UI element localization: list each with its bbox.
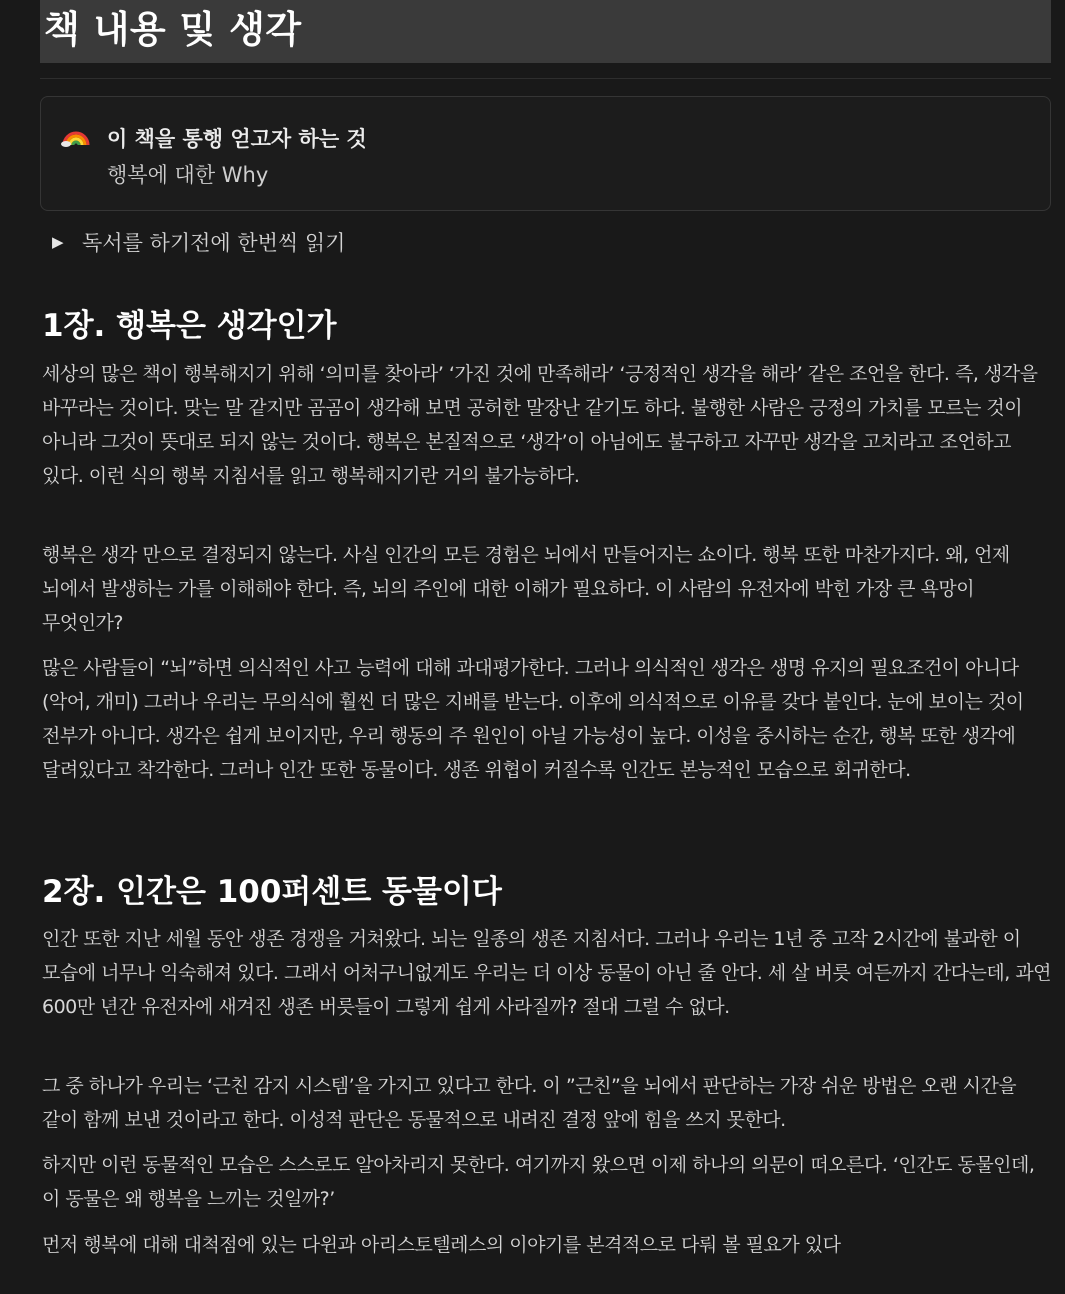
paragraph: 세상의 많은 책이 행복해지기 위해 ‘의미를 찾아라’ ‘가진 것에 만족해라’ ‘긍정적인 생각을 해라’ 같은 조언을 한다. 즉, 생각을 바꾸라는 것이다. 맞는 말 같지만 곰곰이 생각해 보면 공허한 말장난 같기도 하다. 불행한 사람은 긍정의 가치를 모르는 것이 아니라 그것이 뜻대로 되지 않는 것이다. 행복은 본질적으로 ‘생각’이 아님에도 불구하고 자꾸만 생각을 고치라고 조언하고 있다. 이런 식의 행복 지침서를 읽고 행복해지기란 거의 불가능하다. (42, 363, 1038, 487)
rainbow-icon (61, 123, 91, 147)
section-heading: 1장. 행복은 생각인가 (42, 308, 337, 344)
toggle-block[interactable] (52, 226, 345, 258)
triangle-right-icon[interactable]: ▶ (52, 233, 64, 251)
paragraph: 그 중 하나가 우리는 ‘근친 감지 시스템’을 가지고 있다고 한다. 이 ”근친”을 뇌에서 판단하는 가장 쉬운 방법은 오랜 시간을 같이 함께 보낸 것이라고 한다. 이성적 판단은 동물적으로 내려진 결정 앞에 힘을 쓰지 못한다. (42, 1075, 1017, 1131)
paragraph: 하지만 이런 동물적인 모습은 스스로도 알아차리지 못한다. 여기까지 왔으면 이제 하나의 의문이 떠오른다. ‘인간도 동물인데, 이 동물은 왜 행복을 느끼는 것일까?’ (42, 1154, 1035, 1210)
callout-subtext: 행복에 대한 Why (107, 163, 269, 187)
paragraph: 먼저 행복에 대해 대척점에 있는 다윈과 아리스토텔레스의 이야기를 본격적으로 다뤄 볼 필요가 있다 (42, 1234, 841, 1256)
page-title: 책 내용 및 생각 (40, 0, 1051, 63)
callout-block (40, 96, 1051, 211)
title-divider (40, 78, 1051, 79)
paragraph: 많은 사람들이 “뇌”하면 의식적인 사고 능력에 대해 과대평가한다. 그러나 의식적인 생각은 생명 유지의 필요조건이 아니다 (악어, 개미) 그러나 우리는 무의식에 훨씬 더 많은 지배를 받는다. 이후에 의식적으로 이유를 갖다 붙인다. 눈에 보이는 것이 전부가 아니다. 생각은 쉽게 보이지만, 우리 행동의 주 원인이 아닐 가능성이 높다. 이성을 중시하는 순간, 행복 또한 생각에 달려있다고 착각한다. 그러나 인간 또한 동물이다. 생존 위협이 커질수록 인간도 본능적인 모습으로 회귀한다. (42, 657, 1024, 781)
paragraph: 인간 또한 지난 세월 동안 생존 경쟁을 거쳐왔다. 뇌는 일종의 생존 지침서다. 그러나 우리는 1년 중 고작 2시간에 불과한 이 모습에 너무나 익숙해져 있다. 그래서 어처구니없게도 우리는 더 이상 동물이 아닌 줄 안다. 세 살 버릇 여든까지 간다는데, 과연 600만 년간 유전자에 새겨진 생존 버릇들이 그렇게 쉽게 사라질까? 절대 그럴 수 없다. (42, 928, 1052, 1018)
paragraph: 행복은 생각 만으로 결정되지 않는다. 사실 인간의 모든 경험은 뇌에서 만들어지는 쇼이다. 행복 또한 마찬가지다. 왜, 언제 뇌에서 발생하는 가를 이해해야 한다. 즉, 뇌의 주인에 대한 이해가 필요하다. 이 사람의 유전자에 박힌 가장 큰 욕망이 무엇인가? (42, 544, 1010, 634)
section-heading: 2장. 인간은 100퍼센트 동물이다 (42, 874, 502, 910)
callout-heading: 이 책을 통행 얻고자 하는 것 (107, 127, 367, 151)
toggle-label: 독서를 하기전에 한번씩 읽기 (82, 231, 346, 255)
